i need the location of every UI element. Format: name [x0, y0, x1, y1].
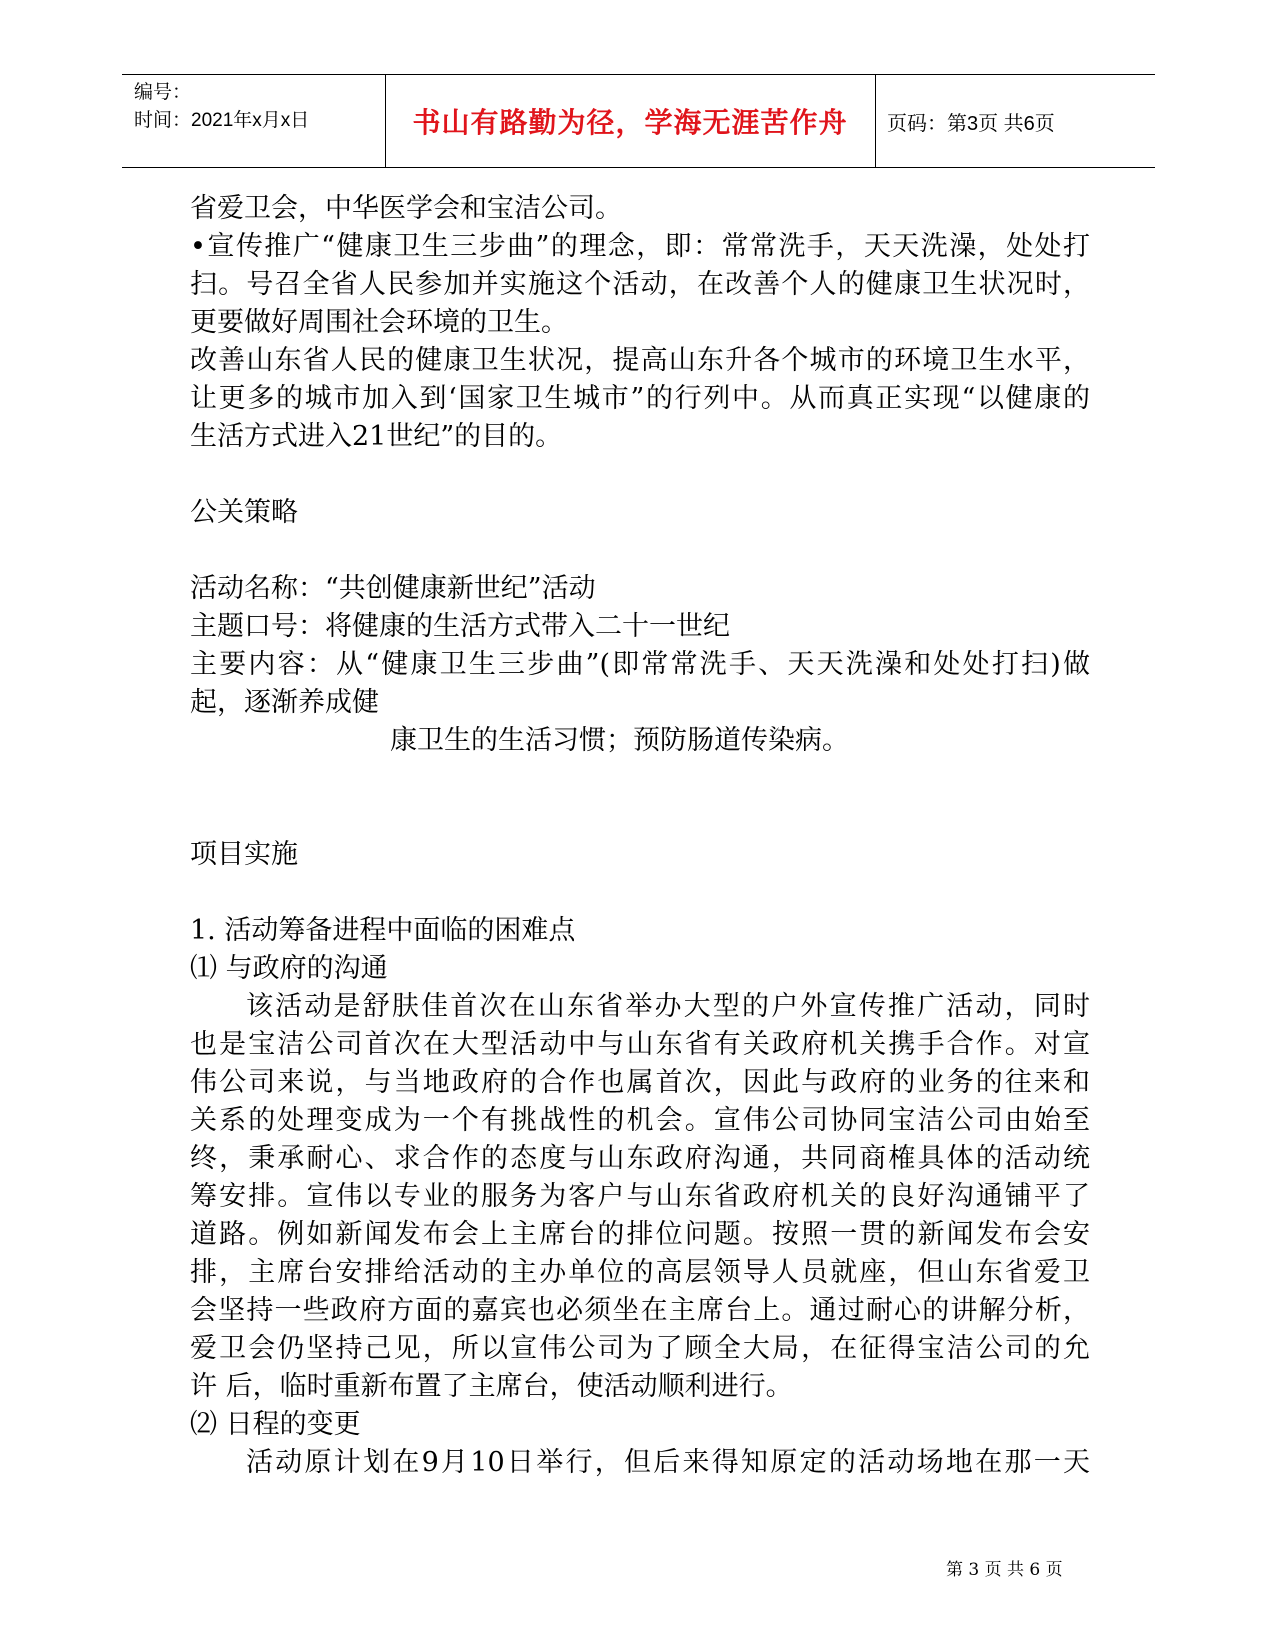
- spacer: [190, 760, 1090, 798]
- body-line: 排，主席台安排给活动的主办单位的高层领导人员就座，但山东省爱卫: [190, 1257, 1090, 1288]
- body-line: 生活方式进入21世纪”的目的。: [190, 421, 563, 452]
- body-line: 道路。例如新闻发布会上主席台的排位问题。按照一贯的新闻发布会安: [190, 1219, 1090, 1250]
- body-line: 伟公司来说，与当地政府的合作也属首次，因此与政府的业务的往来和: [190, 1067, 1090, 1098]
- body-line: 扫。号召全省人民参加并实施这个活动，在改善个人的健康卫生状况时，: [190, 269, 1090, 300]
- page-code-label: 页码：第3页 共6页: [887, 112, 1055, 135]
- body-line: 活动名称：“共创健康新世纪”活动: [190, 573, 596, 604]
- spacer: [190, 798, 1090, 836]
- body-line: 也是宝洁公司首次在大型活动中与山东省有关政府机关携手合作。对宣: [190, 1029, 1090, 1060]
- page-footer: 第 3 页 共 6 页: [946, 1560, 1063, 1580]
- body-line: 起，逐渐养成健: [190, 687, 379, 718]
- body-line: 会坚持一些政府方面的嘉宾也必须坐在主席台上。通过耐心的讲解分析，: [190, 1295, 1090, 1326]
- header-motto-cell: [385, 75, 876, 167]
- spacer: [190, 874, 1090, 912]
- body-line: 康卫生的生活习惯；预防肠道传染病。: [390, 725, 849, 756]
- spacer: [190, 456, 1090, 494]
- body-line: 主题口号：将健康的生活方式带入二十一世纪: [190, 611, 730, 642]
- section-heading: 项目实施: [190, 839, 298, 870]
- document-time-label: 时间：2021年x月x日: [134, 110, 310, 131]
- body-line: •宣传推广“健康卫生三步曲”的理念，即：常常洗手，天天洗澡，处处打: [190, 231, 1090, 262]
- body-line: 活动原计划在9月10日举行，但后来得知原定的活动场地在那一天: [246, 1447, 1090, 1478]
- body-line: 主要内容：从“健康卫生三步曲”(即常常洗手、天天洗澡和处处打扫)做: [190, 649, 1090, 680]
- body-line: 改善山东省人民的健康卫生状况，提高山东升各个城市的环境卫生水平，: [190, 345, 1090, 376]
- header-page-cell: [875, 75, 1155, 167]
- document-body: [190, 190, 1090, 1482]
- subsection-heading: ⑴ 与政府的沟通: [190, 953, 388, 984]
- motto-text: 书山有路勤为径，学海无涯苦作舟: [412, 106, 848, 139]
- body-line: 爱卫会仍坚持己见，所以宣伟公司为了顾全大局，在征得宝洁公司的允: [190, 1333, 1090, 1364]
- body-line: 终，秉承耐心、求合作的态度与山东政府沟通，共同商榷具体的活动统: [190, 1143, 1090, 1174]
- body-line: 省爱卫会，中华医学会和宝洁公司。: [190, 193, 622, 224]
- body-line: 让更多的城市加入到‘国家卫生城市”的行列中。从而真正实现“以健康的: [190, 383, 1090, 414]
- body-line: 该活动是舒肤佳首次在山东省举办大型的户外宣传推广活动，同时: [246, 991, 1090, 1022]
- document-number-label: 编号：: [134, 82, 192, 103]
- body-line: 许 后，临时重新布置了主席台，使活动顺利进行。: [190, 1371, 793, 1402]
- document-header: [122, 74, 1155, 168]
- subsection-heading: 1. 活动筹备进程中面临的困难点: [190, 915, 576, 946]
- section-heading: 公关策略: [190, 497, 298, 528]
- subsection-heading: ⑵ 日程的变更: [190, 1409, 361, 1440]
- body-line: 关系的处理变成为一个有挑战性的机会。宣伟公司协同宝洁公司由始至: [190, 1105, 1090, 1136]
- spacer: [190, 532, 1090, 570]
- body-line: 更要做好周围社会环境的卫生。: [190, 307, 568, 338]
- header-info-cell: [122, 75, 386, 167]
- body-line: 筹安排。宣伟以专业的服务为客户与山东省政府机关的良好沟通铺平了: [190, 1181, 1090, 1212]
